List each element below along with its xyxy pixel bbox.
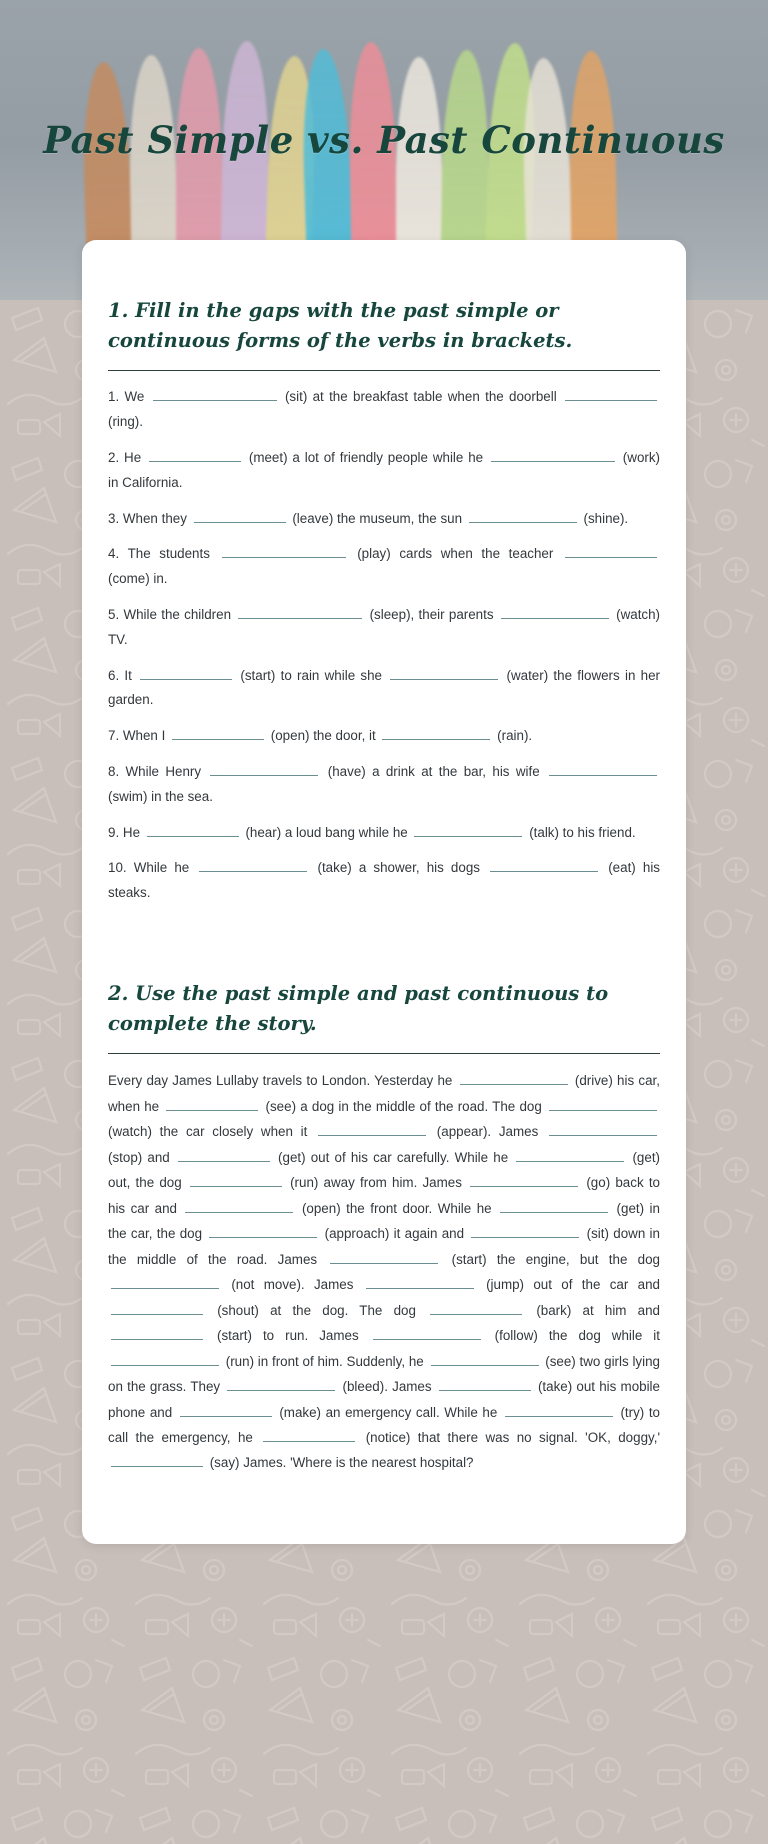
sentence-text: (rain). (493, 728, 533, 744)
sentence-text: (not move). James (222, 1277, 363, 1293)
question-number: 4. (108, 546, 120, 562)
answer-blank[interactable] (373, 1326, 481, 1340)
answer-blank[interactable] (153, 387, 277, 401)
question-item (108, 385, 660, 435)
answer-blank[interactable] (263, 1428, 355, 1442)
answer-blank[interactable] (565, 387, 657, 401)
answer-blank[interactable] (549, 1122, 657, 1136)
question-number: 10. (108, 860, 127, 876)
sentence-text: (get) in the car, the dog (108, 1200, 660, 1242)
exercise-2 (108, 979, 660, 1476)
sentence-text: (get) out, the dog (108, 1149, 661, 1191)
sentence-text: (follow) the dog while it (483, 1328, 661, 1344)
exercise-2-heading: 2. Use the past simple and past continuous to complete the story. (108, 981, 609, 1036)
question-item (108, 664, 660, 714)
question-item (108, 724, 660, 749)
sentence-text: (watch) TV. (108, 607, 661, 647)
sentence-text: (meet) a lot of friendly people while he (244, 450, 488, 466)
sentence-text: (bleed). James (338, 1379, 436, 1395)
question-number: 6. (108, 667, 120, 683)
sentence-text: (get) out of his car carefully. While he (272, 1149, 514, 1165)
answer-blank[interactable] (318, 1122, 426, 1136)
answer-blank[interactable] (471, 1224, 579, 1238)
sentence-text: (run) in front of him. Suddenly, he (222, 1353, 428, 1369)
answer-blank[interactable] (238, 605, 362, 619)
answer-blank[interactable] (166, 1097, 258, 1111)
sentence-text: (see) two girls lying on the grass. They (108, 1353, 660, 1395)
sentence-text: (leave) the museum, the sun (288, 510, 466, 526)
answer-blank[interactable] (549, 1097, 657, 1111)
exercise-1-heading: 1. Fill in the gaps with the past simple or continuous forms of the verbs in brackets. (108, 299, 573, 353)
sentence-text: (take) out his mobile phone and (108, 1379, 660, 1420)
answer-blank[interactable] (194, 509, 286, 523)
answer-blank[interactable] (439, 1377, 531, 1391)
sentence-text: (open) the front door. While he (296, 1200, 498, 1216)
sentence-text: (come) in. (108, 571, 168, 587)
sentence-text: (bark) at him and (525, 1302, 660, 1318)
answer-blank[interactable] (430, 1301, 522, 1315)
answer-blank[interactable] (501, 605, 609, 619)
sentence-text: He (119, 450, 147, 466)
exercise-2-story-text (108, 1068, 660, 1476)
answer-blank[interactable] (490, 858, 598, 872)
answer-blank[interactable] (149, 448, 241, 462)
sentence-text: He (119, 824, 144, 840)
answer-blank[interactable] (199, 858, 307, 872)
answer-blank[interactable] (111, 1453, 203, 1467)
answer-blank[interactable] (111, 1326, 203, 1340)
sentence-text: (start) to run. James (206, 1328, 370, 1344)
exercise-1-divider (108, 370, 660, 371)
answer-blank[interactable] (172, 726, 264, 740)
answer-blank[interactable] (500, 1199, 608, 1213)
exercise-2-divider (108, 1053, 660, 1054)
answer-blank[interactable] (222, 544, 346, 558)
sentence-text: (go) back to his car and (108, 1175, 661, 1216)
sentence-text: (swim) in the sea. (108, 788, 213, 804)
answer-blank[interactable] (185, 1199, 293, 1213)
sentence-text: While he (126, 860, 197, 876)
answer-blank[interactable] (140, 666, 232, 680)
sentence-text: (ring). (108, 414, 143, 430)
sentence-text: (shine). (579, 510, 629, 526)
question-item (108, 760, 660, 810)
sentence-text: (make) an emergency call. While he (274, 1404, 502, 1420)
sentence-text: (jump) out of the car and (476, 1277, 660, 1293)
exercise-1 (108, 296, 660, 906)
sentence-text: (notice) that there was no signal. 'OK, doggy,' (358, 1429, 661, 1445)
question-number: 5. (108, 607, 120, 623)
sentence-text: (sleep), their parents (365, 607, 498, 623)
sentence-text: (eat) his steaks. (108, 860, 660, 901)
answer-blank[interactable] (227, 1377, 335, 1391)
question-number: 8. (108, 764, 120, 779)
answer-blank[interactable] (111, 1352, 219, 1366)
sentence-text: When they (119, 510, 191, 526)
worksheet-card (82, 240, 686, 1544)
sentence-text: (start) to rain while she (235, 667, 388, 683)
answer-blank[interactable] (460, 1071, 568, 1085)
question-number: 9. (108, 824, 120, 840)
sentence-text: (hear) a loud bang while he (241, 824, 412, 840)
sentence-text: While the children (119, 607, 236, 623)
answer-blank[interactable] (549, 762, 657, 776)
question-item (108, 507, 660, 532)
question-number: 2. (108, 450, 120, 466)
answer-blank[interactable] (469, 509, 577, 523)
answer-blank[interactable] (565, 544, 657, 558)
sentence-text: (appear). James (429, 1124, 547, 1140)
sentence-text: (sit) at the breakfast table when the doorbell (279, 389, 562, 405)
section-spacer (108, 917, 660, 979)
answer-blank[interactable] (390, 666, 498, 680)
page-title: Past Simple vs. Past Continuous (43, 118, 725, 162)
sentence-text: (have) a drink at the bar, his wife (321, 764, 546, 779)
answer-blank[interactable] (180, 1402, 272, 1416)
sentence-text: (approach) it again and (320, 1226, 469, 1242)
answer-blank[interactable] (111, 1301, 203, 1315)
answer-blank[interactable] (505, 1402, 613, 1416)
answer-blank[interactable] (470, 1173, 578, 1187)
sentence-text: (watch) the car closely when it (108, 1124, 316, 1140)
answer-blank[interactable] (178, 1148, 270, 1162)
sentence-text: (take) a shower, his dogs (310, 860, 488, 876)
sentence-text: (try) to call the emergency, he (108, 1404, 661, 1445)
answer-blank[interactable] (516, 1148, 624, 1162)
question-item (108, 446, 660, 496)
sentence-text: We (119, 389, 150, 405)
answer-blank[interactable] (190, 1173, 282, 1187)
answer-blank[interactable] (431, 1352, 539, 1366)
sentence-text: (talk) to his friend. (525, 824, 636, 840)
sentence-text: It (119, 667, 138, 683)
sentence-text: (sit) down in the middle of the road. James (108, 1226, 660, 1267)
sentence-text: (drive) his car, when he (108, 1073, 660, 1114)
question-number: 7. (108, 728, 120, 744)
answer-blank[interactable] (147, 823, 239, 837)
sentence-text: (see) a dog in the middle of the road. The dog (261, 1098, 546, 1114)
sentence-text: (work) in California. (108, 450, 660, 490)
sentence-text: While Henry (119, 764, 208, 779)
sentence-text: (run) away from him. James (284, 1175, 468, 1191)
answer-blank[interactable] (330, 1250, 438, 1264)
answer-blank[interactable] (209, 1224, 317, 1238)
sentence-text: (shout) at the dog. The dog (206, 1302, 428, 1318)
answer-blank[interactable] (414, 823, 522, 837)
sentence-text: (say) James. 'Where is the nearest hospital? (206, 1455, 474, 1471)
answer-blank[interactable] (382, 726, 490, 740)
answer-blank[interactable] (111, 1275, 219, 1289)
sentence-text: The students (119, 546, 219, 562)
sentence-text: (start) the engine, but the dog (441, 1251, 660, 1267)
question-item (108, 821, 660, 846)
exercise-1-question-list (108, 385, 660, 906)
question-item (108, 856, 660, 906)
sentence-text: Every day James Lullaby travels to London. Yesterday he (108, 1073, 457, 1089)
sentence-text: (open) the door, it (267, 728, 380, 744)
question-item (108, 542, 660, 592)
answer-blank[interactable] (491, 448, 615, 462)
sentence-text: (stop) and (108, 1149, 175, 1165)
sentence-text: (play) cards when the teacher (348, 546, 562, 562)
sentence-text: (water) the flowers in her garden. (108, 667, 660, 708)
answer-blank[interactable] (210, 762, 318, 776)
question-number: 3. (108, 510, 120, 526)
question-item (108, 603, 660, 653)
question-number: 1. (108, 389, 120, 405)
answer-blank[interactable] (366, 1275, 474, 1289)
sentence-text: When I (119, 728, 170, 744)
